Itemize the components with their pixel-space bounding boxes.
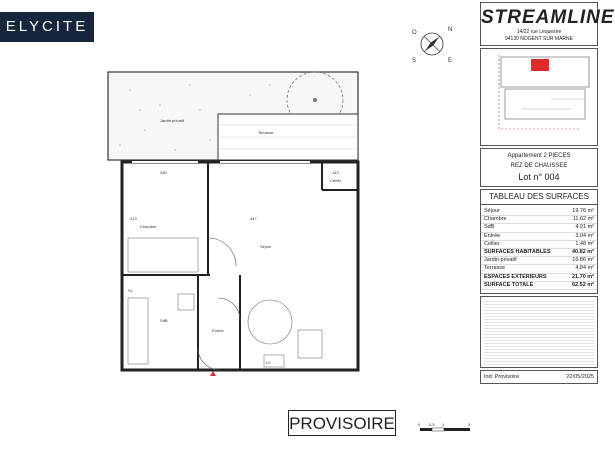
key-plan [480,48,598,146]
brand-name: STREAMLINE [481,7,615,28]
scale-tick-1: 0.5 [429,422,435,427]
compass-s-label: S [412,58,417,64]
entrance-marker-icon [210,371,216,376]
lot-type: Appartement 2 PIECES [507,153,571,159]
surface-value: 11.62 m² [572,216,594,223]
lot-number: Lot n° 004 [518,172,560,182]
compass-o-label: O [412,30,417,36]
toilet [178,294,194,310]
surface-label: Cellier [484,240,500,247]
appliance-label-lv: LV [266,360,271,365]
surface-row [481,224,597,232]
surface-value: 21.70 m² [571,273,594,280]
dimension-4: 447 [250,216,257,221]
table-round [248,300,292,344]
surfaces-table [480,189,598,294]
surface-label: Séjour [484,208,500,214]
surface-value: 16.86 m² [572,257,594,264]
room-label-sejour: Séjour [260,244,272,249]
kitchen-unit [298,330,322,358]
surface-label: SdB [484,224,495,231]
surface-row [481,249,597,257]
address-line-2: 94130 NOGENT SUR MARNE [505,36,573,42]
scale-tick-2: 1 [442,422,445,427]
compass-icon [410,22,454,66]
lot-floor: REZ DE CHAUSSEE [510,163,568,169]
compass-n-label: N [448,27,453,33]
terrace-label: Terrasse [258,130,274,135]
surface-label: Jardin privatif [484,257,517,264]
provisoire-stamp: PROVISOIRE [288,410,396,436]
date-text: 22/05/2025 [566,374,594,381]
surface-row [481,257,597,265]
surface-label: Chambre [484,216,507,223]
title-block-panel [480,2,615,448]
surface-label: Terrasse [484,265,506,272]
surface-value: 1.48 m² [575,240,594,247]
surface-value: 40.82 m² [571,249,594,256]
dimension-2: 142 [332,170,339,175]
brand-box [480,2,615,46]
lot-info-box [480,148,598,187]
dimension-3: 413 [130,216,137,221]
room-label-chambre: Chambre [140,224,157,229]
room-label-sdb: SdB [160,318,168,323]
surface-row [481,216,597,224]
scale-bar [418,421,474,435]
surface-value: 4.84 m² [575,265,594,272]
door-sdb [198,348,220,370]
footer-box [480,370,598,384]
compass-e-label: E [448,58,453,64]
surface-row [481,208,597,216]
surfaces-title: TABLEAU DES SURFACES [481,190,597,205]
key-plan-drawing [481,49,597,145]
garden-label: Jardin privatif [160,118,184,123]
surface-label: Entrée [484,232,501,239]
surface-row [481,265,597,273]
floor-plan [100,70,470,400]
room-label-entree: Entrée [212,328,224,333]
door-chambre [208,238,236,266]
surfaces-rows [481,205,597,293]
elycite-logo [0,12,94,42]
surface-label: SURFACES HABITABLES [484,249,551,256]
tree-trunk [313,98,317,102]
index-text: Ind: Provisoire [484,374,520,381]
logo-text: ELYCITE [5,18,89,35]
address-line-1: 14/22 rue Lequesne [516,29,562,35]
surface-value: 3.04 m² [575,232,594,239]
surface-label: SURFACE TOTALE [484,281,534,288]
surface-value: 62.52 m² [571,281,594,288]
surface-row [481,241,597,249]
room-label-cellier: Cellier [330,178,342,183]
surface-row [481,274,597,282]
scale-tick-3: 2 [468,422,471,427]
surface-value: 4.91 m² [575,224,594,231]
door-entree [218,298,240,320]
appliance-label-sl: SL [128,288,133,293]
dimension-1: 280 [160,170,167,175]
bathtub [128,298,148,364]
bed [128,238,198,272]
surface-row [481,282,597,290]
surface-label: ESPACES EXTERIEURS [484,273,547,280]
surface-value: 19.76 m² [572,208,594,214]
surface-row [481,233,597,241]
legal-notes [480,296,598,368]
scale-tick-0: 0 [418,422,421,427]
